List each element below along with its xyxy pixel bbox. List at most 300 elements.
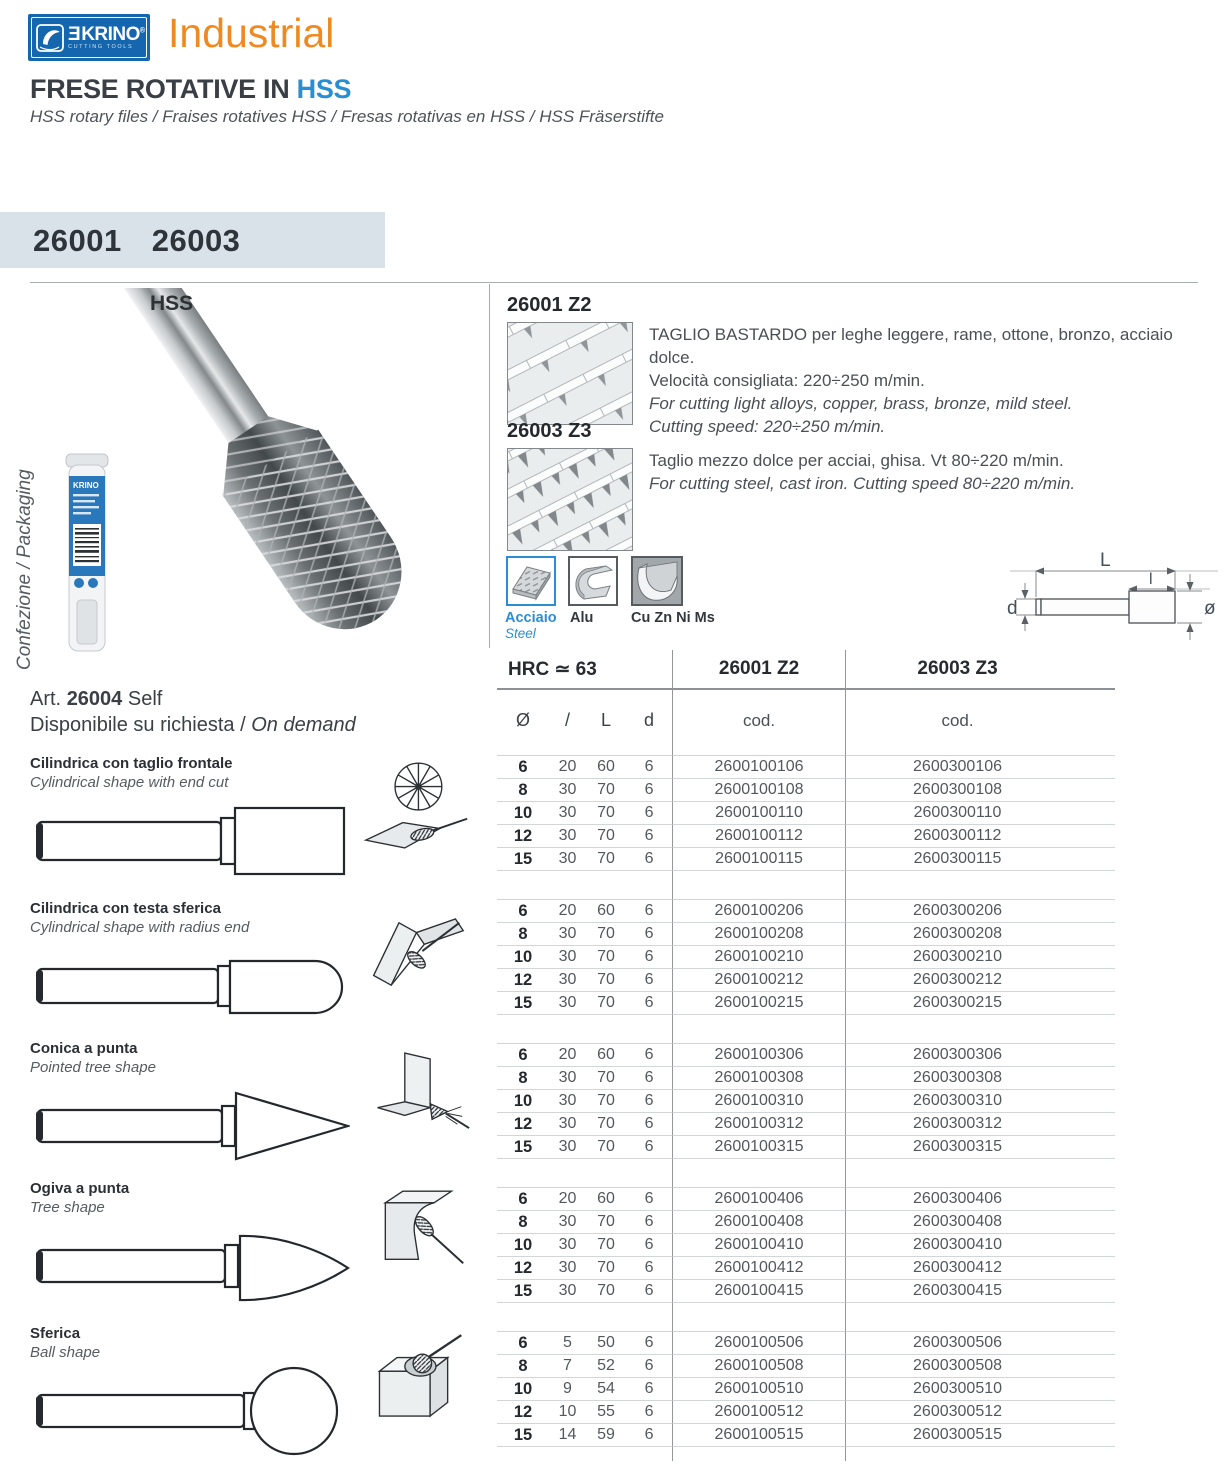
spacer-cell: [497, 1015, 549, 1044]
shape-section-cylinder-radius: [30, 900, 474, 1040]
product-code-26003: 26003 Z3: [507, 420, 592, 442]
diameter-cell: 15: [497, 1136, 549, 1159]
diameter-cell: 15: [497, 992, 549, 1015]
col-header-flute: /: [564, 710, 570, 730]
spacer-cell: [549, 871, 586, 900]
spacer-cell: [672, 871, 845, 900]
length-cell: 60: [586, 756, 626, 779]
table-spacer-row: [497, 1447, 1115, 1461]
dim-label-d: d: [1007, 598, 1018, 619]
table-spacer-row: [497, 1015, 1115, 1044]
diameter-cell: 10: [497, 1234, 549, 1257]
diameter-cell: 12: [497, 825, 549, 848]
code-26001-cell: 2600100212: [672, 969, 845, 992]
code-26001-cell: 2600100315: [672, 1136, 845, 1159]
code-26003-cell: 2600300312: [845, 1113, 1115, 1136]
flute-cell: 20: [549, 1188, 586, 1211]
table-row: [497, 1211, 1115, 1234]
shape-name-en: Ball shape: [30, 1344, 101, 1361]
shank-cell: 6: [626, 1378, 672, 1401]
flute-cell: 5: [549, 1332, 586, 1355]
diameter-cell: 15: [497, 1424, 549, 1447]
application-icon-radius: [360, 904, 472, 1004]
code-26001-cell: 2600100115: [672, 848, 845, 871]
flute-cell: 30: [549, 923, 586, 946]
logo-mark: Ǝ: [68, 23, 81, 45]
flute-cell: 14: [549, 1424, 586, 1447]
flute-cell: 30: [549, 1211, 586, 1234]
table-row: [497, 1280, 1115, 1303]
diameter-cell: 6: [497, 900, 549, 923]
code-26003-cell: 2600300515: [845, 1424, 1115, 1447]
flute-cell: 30: [549, 992, 586, 1015]
table-subheader-row: [497, 690, 1115, 751]
flute-cell: 7: [549, 1355, 586, 1378]
on-demand-english: On demand: [251, 714, 356, 736]
diameter-cell: 12: [497, 969, 549, 992]
code-26003-cell: 2600300308: [845, 1067, 1115, 1090]
flute-cell: 10: [549, 1401, 586, 1424]
code-26003-cell: 2600300408: [845, 1211, 1115, 1234]
flute-cell: 30: [549, 1234, 586, 1257]
shank-cell: 6: [626, 1257, 672, 1280]
hardness-label: HRC ≃ 63: [497, 650, 672, 690]
code-26003-cell: 2600300406: [845, 1188, 1115, 1211]
code-26001-cell: 2600100308: [672, 1067, 845, 1090]
spacer-cell: [586, 1015, 626, 1044]
product-section-26003: [507, 420, 1207, 493]
code-26003-cell: 2600300410: [845, 1234, 1115, 1257]
col-header-cod-26001: cod.: [672, 690, 845, 751]
material-alu-label: Alu: [570, 610, 594, 626]
shape-name-it: Cilindrica con taglio frontale: [30, 755, 233, 772]
spacer-cell: [626, 1159, 672, 1188]
table-row: [497, 1188, 1115, 1211]
flute-cell: 30: [549, 969, 586, 992]
length-cell: 70: [586, 992, 626, 1015]
shank-cell: 6: [626, 1090, 672, 1113]
length-cell: 60: [586, 1188, 626, 1211]
logo-tagline: CUTTING TOOLS: [68, 43, 134, 50]
dim-label-diameter: ø: [1204, 598, 1216, 619]
shank-cell: 6: [626, 1401, 672, 1424]
table-row: [497, 1332, 1115, 1355]
material-steel-label: Acciaio: [505, 610, 557, 626]
shank-cell: 6: [626, 1332, 672, 1355]
flute-cell: 30: [549, 1257, 586, 1280]
shank-cell: 6: [626, 969, 672, 992]
table-row: [497, 1044, 1115, 1067]
spacer-cell: [672, 1447, 845, 1461]
code-26001-cell: 2600100215: [672, 992, 845, 1015]
horizontal-rule: [30, 282, 1198, 283]
shape-name-en: Pointed tree shape: [30, 1059, 156, 1076]
spacer-cell: [845, 1015, 1115, 1044]
logo-brand-text: KRINO: [81, 23, 140, 45]
shape-drawing-ball: [30, 1365, 350, 1457]
length-cell: 55: [586, 1401, 626, 1424]
shape-section-pointed-cone: [30, 1040, 474, 1180]
shank-cell: 6: [626, 1355, 672, 1378]
spacer-cell: [845, 871, 1115, 900]
column-group-26001: 26001 Z2: [672, 650, 845, 690]
logo-wordmark: [68, 25, 145, 44]
code-26001-cell: 2600100112: [672, 825, 845, 848]
spacer-cell: [549, 1303, 586, 1332]
page-title: [30, 74, 351, 105]
shape-section-tree: [30, 1180, 474, 1320]
code-26003-cell: 2600300306: [845, 1044, 1115, 1067]
table-row: [497, 779, 1115, 802]
article-codes: [33, 223, 240, 259]
spacer-cell: [497, 1303, 549, 1332]
col-header-cod-26003: cod.: [845, 690, 1115, 751]
length-cell: 70: [586, 946, 626, 969]
code-26003-cell: 2600300108: [845, 779, 1115, 802]
dim-label-l: l: [1149, 571, 1153, 588]
length-cell: 60: [586, 900, 626, 923]
shank-cell: 6: [626, 900, 672, 923]
shape-name-en: Cylindrical shape with end cut: [30, 774, 229, 791]
flute-cell: 9: [549, 1378, 586, 1401]
table-row: [497, 992, 1115, 1015]
table-row: [497, 1113, 1115, 1136]
length-cell: 70: [586, 1113, 626, 1136]
length-cell: 52: [586, 1355, 626, 1378]
spacer-cell: [549, 1447, 586, 1461]
diameter-cell: 10: [497, 1090, 549, 1113]
code-26001-cell: 2600100206: [672, 900, 845, 923]
desc-line: TAGLIO BASTARDO per leghe leggere, rame, ottone, bronzo, acciaio dolce.: [649, 325, 1173, 367]
page-title-accent: HSS: [296, 74, 352, 104]
flute-cell: 30: [549, 1090, 586, 1113]
table-row: [497, 969, 1115, 992]
code-26001-cell: 2600100210: [672, 946, 845, 969]
diameter-cell: 8: [497, 1211, 549, 1234]
diameter-cell: 8: [497, 1067, 549, 1090]
shank-cell: 6: [626, 1280, 672, 1303]
material-steel-sublabel: Steel: [505, 626, 536, 641]
shank-cell: 6: [626, 923, 672, 946]
code-26001-cell: 2600100208: [672, 923, 845, 946]
spacer-cell: [497, 871, 549, 900]
article-banner: [0, 212, 385, 268]
shape-section-ball: [30, 1325, 474, 1465]
desc-line: Velocità consigliata: 220÷250 m/min.: [649, 371, 925, 390]
shank-cell: 6: [626, 1113, 672, 1136]
table-row: [497, 1401, 1115, 1424]
page-subtitle: HSS rotary files / Fraises rotatives HSS / Fresas rotativas en HSS / HSS Fräserstifte: [30, 107, 664, 126]
spacer-cell: [549, 1015, 586, 1044]
code-26003-cell: 2600300210: [845, 946, 1115, 969]
shape-name-it: Conica a punta: [30, 1040, 138, 1057]
code-26001-cell: 2600100312: [672, 1113, 845, 1136]
dim-label-L: L: [1100, 550, 1111, 571]
code-26003-cell: 2600300206: [845, 900, 1115, 923]
code-26001-cell: 2600100512: [672, 1401, 845, 1424]
spacer-cell: [626, 871, 672, 900]
desc-line: For cutting steel, cast iron. Cutting speed 80÷220 m/min.: [649, 474, 1076, 493]
length-cell: 70: [586, 802, 626, 825]
packaging-caption: Confezione / Packaging: [14, 469, 35, 670]
code-26003-cell: 2600300112: [845, 825, 1115, 848]
diameter-cell: 6: [497, 1188, 549, 1211]
length-cell: 70: [586, 1211, 626, 1234]
table-row: [497, 1090, 1115, 1113]
shank-cell: 6: [626, 825, 672, 848]
code-26003-cell: 2600300412: [845, 1257, 1115, 1280]
code-26001-cell: 2600100310: [672, 1090, 845, 1113]
code-26003-cell: 2600300215: [845, 992, 1115, 1015]
krino-logo-frame: [31, 17, 147, 58]
spacer-cell: [497, 1159, 549, 1188]
flute-cell: 30: [549, 825, 586, 848]
shank-cell: 6: [626, 1044, 672, 1067]
diameter-cell: 12: [497, 1257, 549, 1280]
shape-drawing-pointed-cone: [30, 1080, 350, 1172]
spacer-cell: [626, 1015, 672, 1044]
length-cell: 60: [586, 1044, 626, 1067]
code-26003-cell: 2600300315: [845, 1136, 1115, 1159]
flute-cell: 20: [549, 900, 586, 923]
table-row: [497, 756, 1115, 779]
flute-cell: 20: [549, 1044, 586, 1067]
diameter-cell: 12: [497, 1113, 549, 1136]
table-row: [497, 1424, 1115, 1447]
table-row: [497, 1378, 1115, 1401]
code-26001-cell: 2600100510: [672, 1378, 845, 1401]
spec-table-body: [497, 751, 1115, 1461]
application-icon-endcut: [360, 759, 472, 859]
material-alu-icon: [568, 556, 618, 606]
spacer-cell: [672, 1303, 845, 1332]
shape-name-it: Sferica: [30, 1325, 81, 1342]
length-cell: 70: [586, 1280, 626, 1303]
svg-text:KRINO: KRINO: [73, 481, 99, 490]
table-row: [497, 825, 1115, 848]
table-row: [497, 1234, 1115, 1257]
code-26001-cell: 2600100306: [672, 1044, 845, 1067]
diameter-cell: 10: [497, 1378, 549, 1401]
shank-cell: 6: [626, 756, 672, 779]
on-demand-number: 26004: [66, 688, 123, 710]
diameter-cell: 6: [497, 1044, 549, 1067]
flute-cell: 30: [549, 1067, 586, 1090]
spacer-cell: [672, 1015, 845, 1044]
length-cell: 70: [586, 825, 626, 848]
spec-table: [497, 650, 1115, 1461]
on-demand-note: [30, 686, 356, 738]
shank-cell: 6: [626, 848, 672, 871]
flute-cell: 30: [549, 1113, 586, 1136]
length-cell: 70: [586, 1067, 626, 1090]
diameter-cell: 15: [497, 848, 549, 871]
flute-cell: 30: [549, 946, 586, 969]
code-26001-cell: 2600100415: [672, 1280, 845, 1303]
code-26001-cell: 2600100506: [672, 1332, 845, 1355]
table-row: [497, 1136, 1115, 1159]
code-26001-cell: 2600100408: [672, 1211, 845, 1234]
table-row: [497, 1257, 1115, 1280]
col-header-diameter: Ø: [515, 710, 530, 730]
packaging-tube-photo: [46, 450, 118, 658]
spacer-cell: [586, 871, 626, 900]
table-spacer-row: [497, 1159, 1115, 1188]
shape-name-it: Ogiva a punta: [30, 1180, 130, 1197]
spacer-cell: [586, 1159, 626, 1188]
registered-mark: ®: [139, 27, 145, 35]
length-cell: 70: [586, 779, 626, 802]
spacer-cell: [497, 1447, 549, 1461]
code-26001-cell: 2600100508: [672, 1355, 845, 1378]
material-cuzn-icon: [631, 556, 683, 606]
spacer-cell: [626, 1303, 672, 1332]
product-description-26003: [649, 449, 1219, 495]
code-26003-cell: 2600300510: [845, 1378, 1115, 1401]
diameter-cell: 10: [497, 802, 549, 825]
length-cell: 70: [586, 848, 626, 871]
code-26003-cell: 2600300310: [845, 1090, 1115, 1113]
series-label: Industrial: [168, 10, 335, 56]
desc-line: For cutting light alloys, copper, brass, bronze, mild steel.: [649, 394, 1073, 413]
length-cell: 70: [586, 1234, 626, 1257]
table-row: [497, 802, 1115, 825]
article-code-26003: 26003: [151, 223, 241, 258]
shank-cell: 6: [626, 802, 672, 825]
col-header-length: L: [600, 710, 611, 730]
article-code-26001: 26001: [33, 223, 122, 258]
table-spacer-row: [497, 871, 1115, 900]
material-cuzn-label: Cu Zn Ni Ms: [631, 610, 715, 626]
table-row: [497, 848, 1115, 871]
code-26001-cell: 2600100110: [672, 802, 845, 825]
code-26001-cell: 2600100106: [672, 756, 845, 779]
length-cell: 70: [586, 1136, 626, 1159]
dimension-diagram: [1000, 545, 1225, 655]
diameter-cell: 10: [497, 946, 549, 969]
shank-cell: 6: [626, 779, 672, 802]
length-cell: 70: [586, 1257, 626, 1280]
code-26003-cell: 2600300506: [845, 1332, 1115, 1355]
column-group-26003: 26003 Z3: [845, 650, 1115, 690]
page-title-main: FRESE ROTATIVE IN: [30, 74, 290, 104]
code-26003-cell: 2600300508: [845, 1355, 1115, 1378]
photo-material-label: HSS: [150, 292, 194, 315]
table-row: [497, 946, 1115, 969]
cut-pattern-z3-image: [507, 448, 633, 551]
length-cell: 59: [586, 1424, 626, 1447]
table-header-row: [497, 650, 1115, 690]
shank-cell: 6: [626, 1067, 672, 1090]
cut-pattern-z2-image: [507, 322, 633, 425]
table-spacer-row: [497, 1303, 1115, 1332]
shank-cell: 6: [626, 1234, 672, 1257]
spacer-cell: [626, 1447, 672, 1461]
diameter-cell: 6: [497, 756, 549, 779]
shank-cell: 6: [626, 1424, 672, 1447]
code-26003-cell: 2600300110: [845, 802, 1115, 825]
on-demand-line2: Disponibile su richiesta / On demand: [30, 714, 356, 736]
flute-cell: 20: [549, 756, 586, 779]
code-26003-cell: 2600300208: [845, 923, 1115, 946]
spacer-cell: [672, 1159, 845, 1188]
shank-cell: 6: [626, 992, 672, 1015]
shank-cell: 6: [626, 1188, 672, 1211]
code-26003-cell: 2600300212: [845, 969, 1115, 992]
length-cell: 70: [586, 1090, 626, 1113]
application-icon-ball: [360, 1329, 472, 1429]
code-26003-cell: 2600300115: [845, 848, 1115, 871]
diameter-cell: 8: [497, 1355, 549, 1378]
shape-drawing-cylinder-radius: [30, 940, 350, 1032]
col-header-shank: d: [644, 710, 655, 730]
length-cell: 54: [586, 1378, 626, 1401]
material-steel-icon: [506, 556, 556, 606]
code-26001-cell: 2600100412: [672, 1257, 845, 1280]
length-cell: 70: [586, 923, 626, 946]
diameter-cell: 15: [497, 1280, 549, 1303]
spacer-cell: [845, 1303, 1115, 1332]
application-icon-cone: [360, 1044, 472, 1144]
shape-drawing-cylinder-endcut: [30, 795, 350, 887]
code-26001-cell: 2600100406: [672, 1188, 845, 1211]
code-26003-cell: 2600300512: [845, 1401, 1115, 1424]
table-row: [497, 900, 1115, 923]
shape-name-en: Cylindrical shape with radius end: [30, 919, 250, 936]
code-26003-cell: 2600300106: [845, 756, 1115, 779]
application-icon-tree: [360, 1184, 472, 1284]
drill-bit-icon: [35, 22, 65, 54]
vertical-divider: [489, 284, 490, 648]
length-cell: 50: [586, 1332, 626, 1355]
spacer-cell: [845, 1159, 1115, 1188]
flute-cell: 30: [549, 1136, 586, 1159]
shape-name-en: Tree shape: [30, 1199, 105, 1216]
diameter-cell: 6: [497, 1332, 549, 1355]
desc-line: Taglio mezzo dolce per acciai, ghisa. Vt 80÷220 m/min.: [649, 451, 1064, 470]
code-26001-cell: 2600100108: [672, 779, 845, 802]
diameter-cell: 12: [497, 1401, 549, 1424]
flute-cell: 30: [549, 802, 586, 825]
table-row: [497, 1355, 1115, 1378]
shape-name-it: Cilindrica con testa sferica: [30, 900, 221, 917]
shank-cell: 6: [626, 946, 672, 969]
table-row: [497, 1067, 1115, 1090]
diameter-cell: 8: [497, 779, 549, 802]
flute-cell: 30: [549, 848, 586, 871]
shank-cell: 6: [626, 1211, 672, 1234]
code-26001-cell: 2600100410: [672, 1234, 845, 1257]
code-26003-cell: 2600300415: [845, 1280, 1115, 1303]
spacer-cell: [586, 1447, 626, 1461]
krino-logo: [28, 14, 150, 61]
spacer-cell: [845, 1447, 1115, 1461]
spacer-cell: [549, 1159, 586, 1188]
length-cell: 70: [586, 969, 626, 992]
on-demand-line1: Art. 26004 Self: [30, 688, 163, 710]
diameter-cell: 8: [497, 923, 549, 946]
product-code-26001: 26001 Z2: [507, 294, 592, 316]
desc-line: Cutting speed: 220÷250 m/min.: [649, 417, 886, 436]
shape-drawing-tree: [30, 1220, 350, 1312]
flute-cell: 30: [549, 1280, 586, 1303]
shank-cell: 6: [626, 1136, 672, 1159]
flute-cell: 30: [549, 779, 586, 802]
code-26001-cell: 2600100515: [672, 1424, 845, 1447]
table-row: [497, 923, 1115, 946]
shape-section-cylinder-endcut: [30, 755, 474, 895]
spacer-cell: [586, 1303, 626, 1332]
